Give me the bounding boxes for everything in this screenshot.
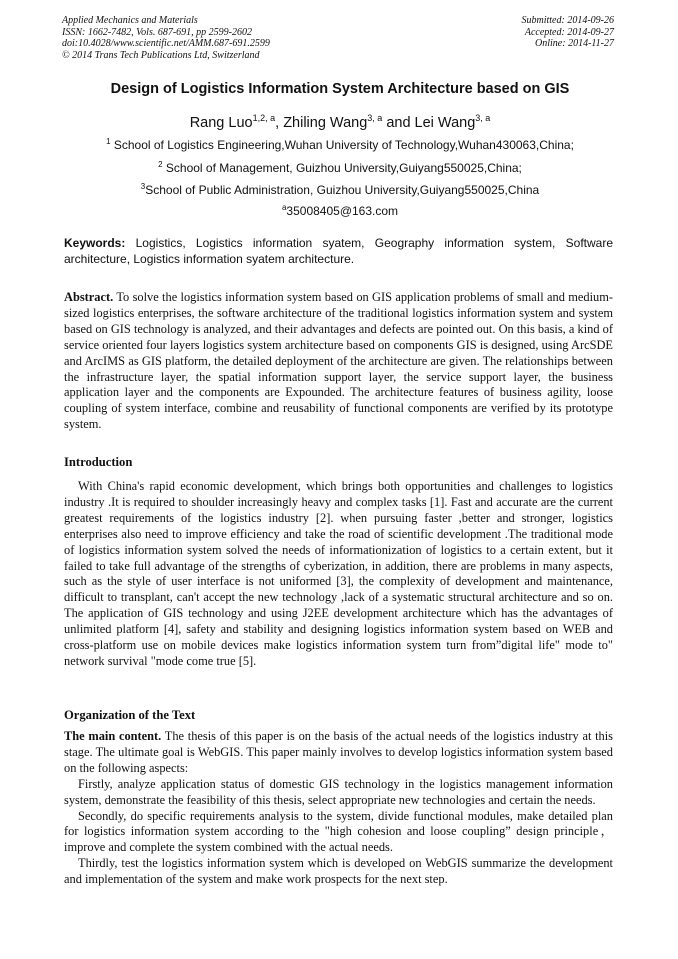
affiliation-text: School of Public Administration, Guizhou University,Guiyang550025,China	[145, 183, 540, 197]
contact-email	[40, 203, 640, 218]
author-list	[40, 113, 640, 131]
affiliation-2	[40, 160, 640, 175]
copyright-line: © 2014 Trans Tech Publications Ltd, Switzerland	[62, 49, 260, 61]
affiliation-mark: 1	[106, 137, 111, 146]
secondly-paragraph: Secondly, do specific requirements analysis to the system, divide functional modules, make detailed plan for logistics information system according to the "high cohesion and loose coupling” design principle， improve and complete the system combined with the actual needs.	[64, 808, 613, 855]
keywords-label: Keywords:	[64, 236, 126, 250]
introduction-text: With China's rapid economic development, which brings both opportunities and challenges to logistics industry .It is required to shoulder increasingly heavy and complex tasks [1]. Fast and accurate are the current greatest requirements of the logistics industry [2]. when pursuing faster ,better and stronger, logistics enterprises also need to improve efficiency and take the road of scientific development .The traditional mode of logistics information system solved the needs of informationization of logistics to a certain extent, but it failed to take full advantage of the strengths of cyberization, in addition, there are problems in many aspects, such as the style of user interface is not uniformed [3], the complexity of development and maintenance, difficult to transplant, can't accept the new technology ,lack of a systematic structural architecture and so on. The application of GIS technology and using J2EE development architecture which has the advantages of unlimited platform [4], safety and stability and designing logistics information system based on WEB and cross-platform use on mobile devices make logistics information system turn from”digital life" mode to" network survival "mode come true [5].	[64, 479, 613, 668]
affiliation-1	[40, 137, 640, 152]
author-affiliation-mark: 1,2, a	[252, 113, 276, 123]
submission-dates	[522, 15, 615, 50]
author-affiliation-mark: 3, a	[475, 113, 491, 123]
affiliation-mark: 2	[158, 160, 163, 169]
journal-info	[62, 15, 270, 61]
journal-name: Applied Mechanics and Materials	[62, 15, 198, 26]
submitted-date: Submitted: 2014-09-26	[521, 15, 614, 26]
abstract-block	[64, 290, 613, 433]
author-name: Rang Luo	[189, 115, 253, 131]
affiliation-mark: a	[281, 203, 287, 212]
thirdly-paragraph: Thirdly, test the logistics information system which is developed on WebGIS summarize the development and implementation of the system and make work prospects for the next step.	[64, 856, 613, 887]
organization-heading: Organization of the Text	[64, 708, 196, 722]
accepted-date: Accepted: 2014-09-27	[524, 26, 614, 38]
affiliation-text: School of Management, Guizhou University,Guiyang550025,China;	[162, 161, 522, 175]
issn-line: ISSN: 1662-7482, Vols. 687-691, pp 2599-2602	[62, 26, 252, 38]
keywords-text: Logistics, Logistics information syatem, Geography information system, Software architecture, Logistics information syatem architecture.	[64, 236, 613, 266]
main-content-label: The main content.	[64, 729, 162, 743]
keywords-block	[64, 236, 613, 267]
affiliation-3	[40, 182, 640, 197]
paper-title: Design of Logistics Information System Architecture based on GIS	[110, 81, 570, 97]
introduction-heading: Introduction	[64, 455, 133, 469]
doi-line: doi:10.4028/www.scientific.net/AMM.687-691.2599	[62, 38, 270, 49]
main-content-paragraph	[64, 729, 613, 777]
author-affiliation-mark: 3, a	[367, 113, 383, 123]
online-date: Online: 2014-11-27	[535, 38, 614, 49]
author-separator: and	[382, 115, 415, 131]
affiliation-mark: 3	[140, 182, 146, 191]
abstract-label: Abstract.	[64, 290, 114, 304]
affiliation-text: School of Logistics Engineering,Wuhan University of Technology,Wuhan430063,China;	[110, 138, 574, 152]
author-name: Zhiling Wang	[283, 115, 368, 131]
organization-body	[64, 729, 613, 888]
author-name: Lei Wang	[414, 115, 476, 131]
author-separator: ,	[275, 115, 284, 131]
abstract-text: To solve the logistics information system based on GIS application problems of small and medium-sized logistics enterprises, the software architecture of the traditional logistics information system and system based on GIS technology is analyzed, and their advantages and defects are pointed out. On this basis, a kind of service oriented four layers logistics system architecture based on components GIS is designed, using ArcSDE and ArcIMS as GIS platform, the detailed deployment of the architecture are given. The relationships between the infrastructure layer, the spatial information support layer, the service support layer, the business application layer and the components are Expounded. The architecture features of business agility, loose coupling of system interface, combine and reusability of functional components are verified by its prototype system.	[64, 290, 613, 432]
main-content-text: The thesis of this paper is on the basis of the actual needs of the logistics industry at this stage. The ultimate goal is WebGIS. This paper mainly involves to develop logistics information system based on the following aspects:	[64, 729, 614, 775]
email-text: 35008405@163.com	[286, 204, 399, 218]
firstly-paragraph: Firstly, analyze application status of domestic GIS technology in the logistics management information system, demonstrate the feasibility of this thesis, select appropriate new technologies and certain the needs.	[64, 776, 613, 807]
